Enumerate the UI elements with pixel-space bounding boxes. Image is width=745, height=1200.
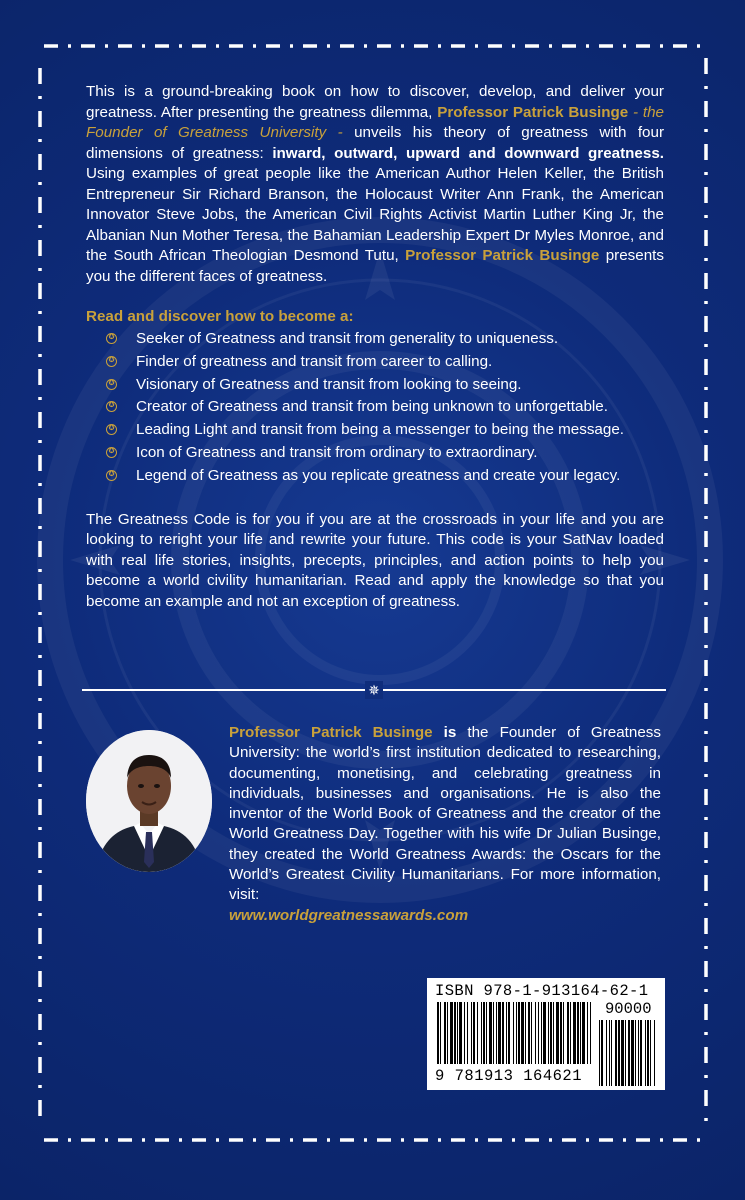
barcode-bar bbox=[440, 1002, 441, 1064]
addon-barcode-bar bbox=[640, 1020, 642, 1086]
author-portrait-illustration bbox=[86, 730, 212, 872]
addon-barcode-bar bbox=[615, 1020, 617, 1086]
barcode-bar bbox=[506, 1002, 507, 1064]
barcode-bar bbox=[496, 1002, 497, 1064]
barcode-bar bbox=[580, 1002, 581, 1064]
ean-digits: 9 781913 164621 bbox=[435, 1067, 583, 1085]
description-text: unveils his theory of greatness with four dimensions of greatness: bbox=[86, 124, 665, 162]
barcode-bar bbox=[560, 1002, 562, 1064]
addon-barcode-bar bbox=[611, 1020, 612, 1086]
addon-barcode-bar bbox=[645, 1020, 646, 1086]
barcode-bar bbox=[498, 1002, 501, 1064]
description-text: presents you the different faces of greatness. bbox=[86, 247, 664, 285]
barcode-bar bbox=[457, 1002, 458, 1064]
barcode-bar bbox=[493, 1002, 494, 1064]
barcode-bar bbox=[481, 1002, 482, 1064]
isbn-number: ISBN 978-1-913164-62-1 bbox=[435, 982, 649, 1000]
barcode-bar bbox=[577, 1002, 579, 1064]
divider-star-icon: ✵ bbox=[365, 681, 383, 699]
barcode-bar bbox=[473, 1002, 475, 1064]
price-addon-code: 90000 bbox=[605, 1000, 652, 1018]
star-bullet-icon: ✪ bbox=[106, 379, 117, 390]
barcode-bar bbox=[518, 1002, 520, 1064]
isbn-barcode bbox=[427, 978, 665, 1090]
barcode-bar bbox=[459, 1002, 462, 1064]
barcode-bar bbox=[567, 1002, 569, 1064]
barcode-bar bbox=[502, 1002, 504, 1064]
list-item bbox=[86, 328, 664, 351]
barcode-bar bbox=[437, 1002, 439, 1064]
greatness-stages-list bbox=[86, 328, 664, 488]
barcode-bar bbox=[543, 1002, 546, 1064]
barcode-bar bbox=[489, 1002, 492, 1064]
addon-barcode-bar bbox=[606, 1020, 607, 1086]
author-title-highlight: - the Founder of Greatness University - bbox=[86, 103, 664, 141]
barcode-bar bbox=[553, 1002, 554, 1064]
website-link[interactable]: www.worldgreatnessawards.com bbox=[229, 906, 469, 924]
list-item-text: Legend of Greatness as you replicate greatness and create your legacy. bbox=[136, 466, 621, 484]
barcode-bar bbox=[563, 1002, 564, 1064]
addon-barcode-bar bbox=[635, 1020, 636, 1086]
barcode-bar bbox=[570, 1002, 571, 1064]
author-highlight: Professor Patrick Businge bbox=[405, 247, 600, 264]
list-item bbox=[86, 442, 664, 465]
description-section bbox=[86, 82, 664, 613]
barcode-bar bbox=[444, 1002, 446, 1064]
barcode-bar bbox=[521, 1002, 524, 1064]
addon-barcode-bar bbox=[601, 1020, 603, 1086]
dimensions-highlight: inward, outward, upward and downward greatness. bbox=[272, 144, 664, 162]
addon-barcode-bar bbox=[618, 1020, 620, 1086]
barcode-bar bbox=[548, 1002, 549, 1064]
star-bullet-icon: ✪ bbox=[106, 424, 117, 435]
addon-barcode-bar bbox=[628, 1020, 630, 1086]
barcode-bar bbox=[513, 1002, 514, 1064]
barcode-bar bbox=[573, 1002, 576, 1064]
barcode-bar bbox=[508, 1002, 510, 1064]
addon-barcode-bar bbox=[654, 1020, 655, 1086]
barcode-bar bbox=[467, 1002, 468, 1064]
description-text: This is a ground-breaking book on how to discover, develop, and deliver your greatness. After presenting the greatness dilemma, bbox=[86, 83, 664, 121]
star-bullet-icon: ✪ bbox=[106, 333, 117, 344]
read-discover-heading: Read and discover how to become a: bbox=[86, 308, 354, 325]
addon-barcode-bar bbox=[625, 1020, 626, 1086]
barcode-bar bbox=[550, 1002, 552, 1064]
barcode-bar bbox=[535, 1002, 536, 1064]
barcode-bar bbox=[483, 1002, 485, 1064]
list-item bbox=[86, 396, 664, 419]
bio-text: the Founder of Greatness University: the world’s first institution dedicated to researching, documenting, monetising, and celebrating greatness in individuals, businesses and organisations. He is also the inventor of the World Book of Greatness and the creator of the World Greatness Day. Together with his wife Dr Julian Businge, they created the World Greatness Awards: the Oscars for the World’s Greatest Civility Humanitarians. For more information, visit: bbox=[229, 724, 661, 904]
author-name: Professor Patrick Businge bbox=[229, 724, 433, 741]
star-bullet-icon: ✪ bbox=[106, 401, 117, 412]
list-item bbox=[86, 351, 664, 374]
description-text: Using examples of great people like the American Author Helen Keller, the British Entrepreneur Sir Richard Branson, the Holocaust Writer Ann Frank, the American Innovator Steve Jobs, the American Civil Rights Activist Martin Luther King Jr, the Albanian Nun Mother Teresa, the Bahamian Leadership Expert Dr Myles Monroe, and the South African Theologian Desmond Tutu, bbox=[86, 165, 664, 264]
barcode-bar bbox=[556, 1002, 559, 1064]
author-highlight: Professor Patrick Businge bbox=[437, 103, 629, 121]
barcode-bar bbox=[471, 1002, 472, 1064]
barcode-bar bbox=[590, 1002, 591, 1064]
ornamental-divider bbox=[82, 682, 666, 698]
barcode-bar bbox=[454, 1002, 456, 1064]
author-photo bbox=[86, 730, 212, 872]
list-item-text: Icon of Greatness and transit from ordinary to extraordinary. bbox=[136, 443, 538, 461]
addon-barcode-bar bbox=[599, 1020, 600, 1086]
list-item-text: Creator of Greatness and transit from being unknown to unforgettable. bbox=[136, 398, 608, 416]
star-bullet-icon: ✪ bbox=[106, 356, 117, 367]
description-paragraph bbox=[86, 82, 664, 287]
barcode-bar bbox=[464, 1002, 465, 1064]
addon-barcode-bar bbox=[621, 1020, 624, 1086]
addon-barcode-bar bbox=[631, 1020, 634, 1086]
addon-barcode-bar bbox=[609, 1020, 610, 1086]
barcode-bar bbox=[587, 1002, 588, 1064]
barcode-bar bbox=[447, 1002, 448, 1064]
list-item-text: Visionary of Greatness and transit from looking to seeing. bbox=[136, 375, 522, 393]
addon-barcode-bar bbox=[638, 1020, 639, 1086]
barcode-bar bbox=[450, 1002, 453, 1064]
list-item bbox=[86, 465, 664, 488]
list-item-text: Seeker of Greatness and transit from generality to uniqueness. bbox=[136, 330, 559, 347]
barcode-bar bbox=[525, 1002, 526, 1064]
list-item-text: Finder of greatness and transit from career to calling. bbox=[136, 352, 493, 370]
barcode-bar bbox=[531, 1002, 532, 1064]
addon-barcode-bar bbox=[650, 1020, 651, 1086]
barcode-bar bbox=[516, 1002, 517, 1064]
barcode-bar bbox=[538, 1002, 539, 1064]
bio-is-text: is bbox=[432, 724, 457, 741]
barcode-bar bbox=[541, 1002, 542, 1064]
barcode-bar bbox=[582, 1002, 585, 1064]
barcode-bar bbox=[528, 1002, 530, 1064]
star-bullet-icon: ✪ bbox=[106, 470, 117, 481]
star-bullet-icon: ✪ bbox=[106, 447, 117, 458]
list-item bbox=[86, 374, 664, 397]
list-item-text: Leading Light and transit from being a messenger to being the message. bbox=[136, 421, 624, 439]
addon-barcode-bar bbox=[647, 1020, 649, 1086]
barcode-bar bbox=[486, 1002, 487, 1064]
greatness-code-paragraph: The Greatness Code is for you if you are at the crossroads in your life and you are looking to reright your life and rewrite your future. This code is your SatNav loaded with real life stories, insights, precepts, principles, and action points to help you become a world civility humanitarian. Read and apply the knowledge so that you become an example and not an exception of greatness. bbox=[86, 510, 664, 610]
list-item bbox=[86, 419, 664, 442]
author-bio bbox=[229, 723, 661, 926]
barcode-bar bbox=[477, 1002, 478, 1064]
